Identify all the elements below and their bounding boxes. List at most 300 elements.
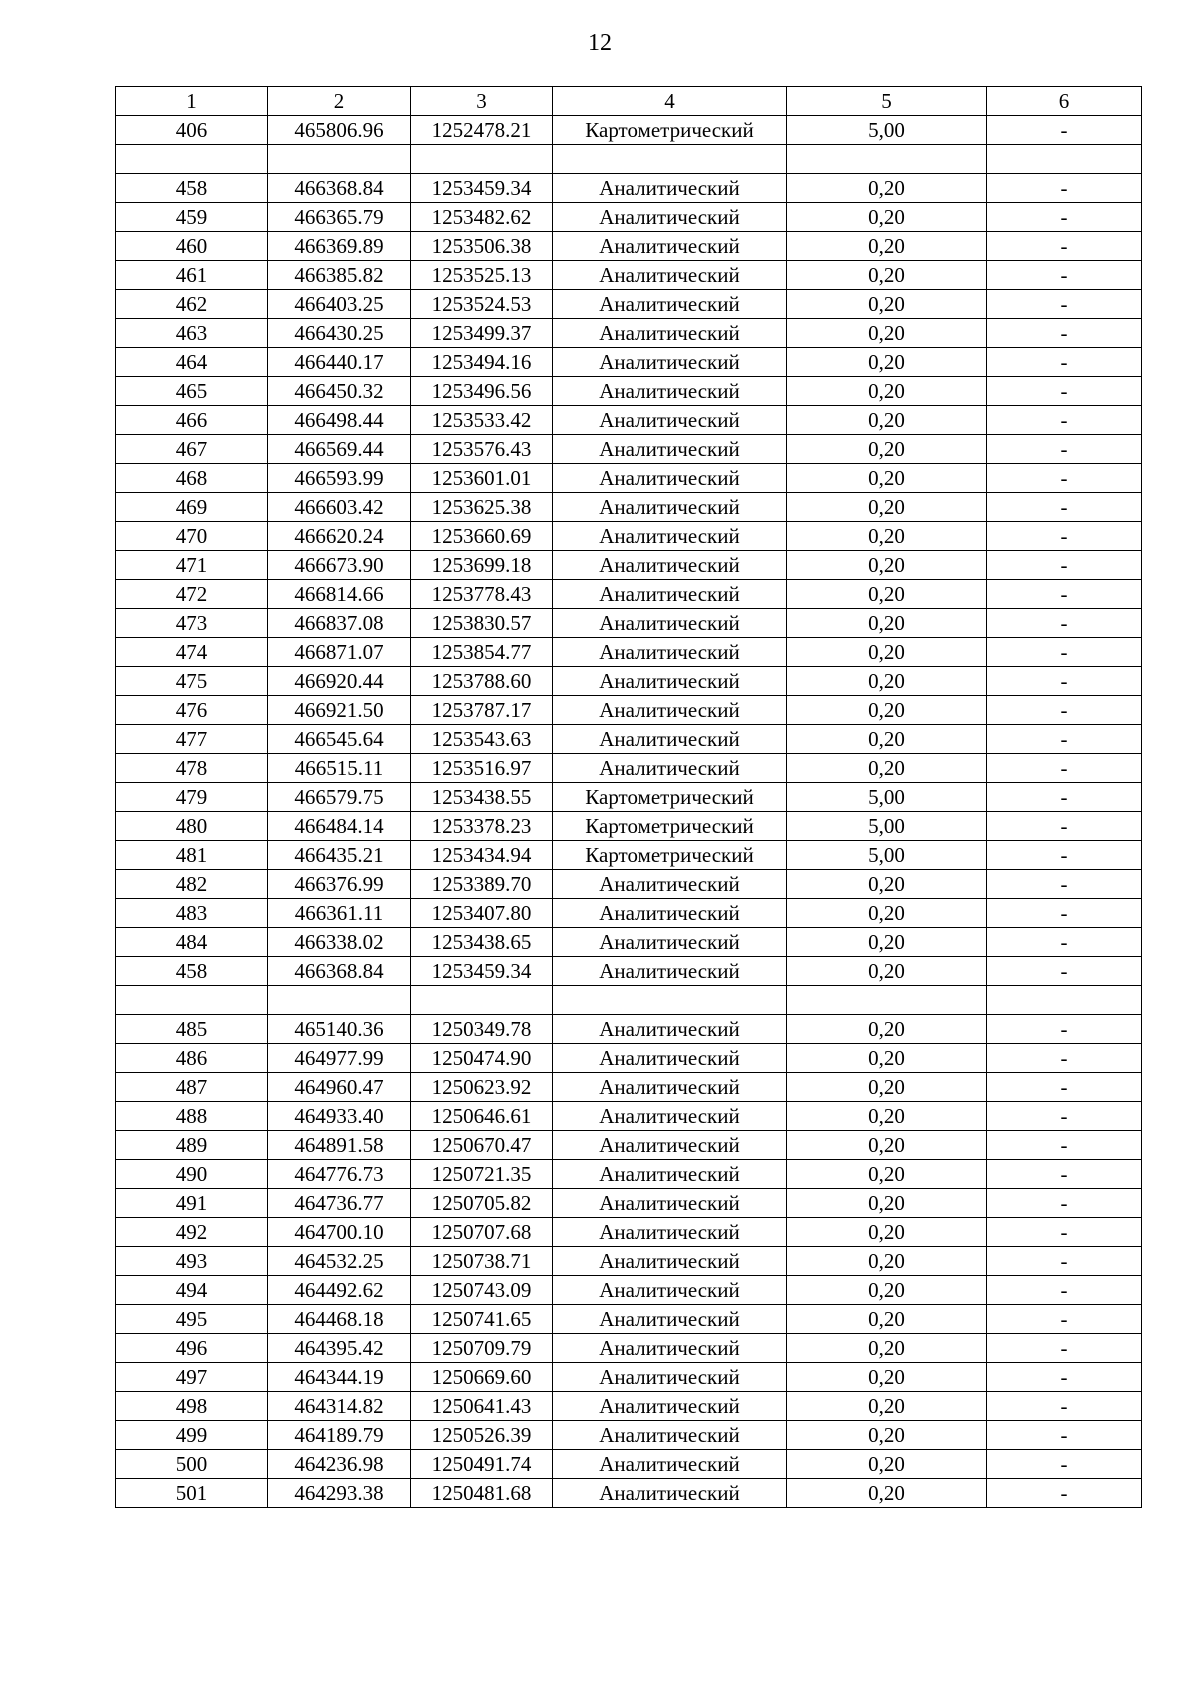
table-cell: 1250481.68 <box>411 1479 553 1508</box>
table-cell: 1250474.90 <box>411 1044 553 1073</box>
table-cell: Аналитический <box>553 377 787 406</box>
table-cell: 1253699.18 <box>411 551 553 580</box>
table-cell: 495 <box>116 1305 268 1334</box>
table-cell: - <box>987 1218 1142 1247</box>
table-cell: 1253438.55 <box>411 783 553 812</box>
table-cell: - <box>987 1189 1142 1218</box>
table-cell: - <box>987 1102 1142 1131</box>
table-cell: 0,20 <box>787 1363 987 1392</box>
table-cell: 466837.08 <box>268 609 411 638</box>
table-cell: - <box>987 638 1142 667</box>
table-cell: 464736.77 <box>268 1189 411 1218</box>
table-cell: - <box>987 435 1142 464</box>
table-cell: 466920.44 <box>268 667 411 696</box>
table-row <box>116 1450 1142 1479</box>
table-cell: 1253533.42 <box>411 406 553 435</box>
table-cell: 464395.42 <box>268 1334 411 1363</box>
table-row <box>116 174 1142 203</box>
table-cell: 494 <box>116 1276 268 1305</box>
table-cell: 458 <box>116 174 268 203</box>
table-cell: 1250738.71 <box>411 1247 553 1276</box>
table-cell: - <box>987 1044 1142 1073</box>
table-cell: Картометрический <box>553 812 787 841</box>
table-cell: - <box>987 1160 1142 1189</box>
table-separator-row <box>116 145 1142 174</box>
header-cell: 6 <box>987 87 1142 116</box>
table-row <box>116 1305 1142 1334</box>
table-cell: 1253543.63 <box>411 725 553 754</box>
table-cell: 0,20 <box>787 638 987 667</box>
table-cell: Аналитический <box>553 1305 787 1334</box>
table-cell: 466361.11 <box>268 899 411 928</box>
table-cell: 1253506.38 <box>411 232 553 261</box>
table-row <box>116 841 1142 870</box>
table-cell: - <box>987 783 1142 812</box>
table-cell: Аналитический <box>553 667 787 696</box>
table-cell: Аналитический <box>553 1218 787 1247</box>
table-cell: 1250623.92 <box>411 1073 553 1102</box>
table-cell: 479 <box>116 783 268 812</box>
table-cell: 0,20 <box>787 1247 987 1276</box>
table-cell: 0,20 <box>787 1218 987 1247</box>
table-cell: 1250349.78 <box>411 1015 553 1044</box>
table-cell: 1253787.17 <box>411 696 553 725</box>
table-header-row <box>116 87 1142 116</box>
table-cell: 0,20 <box>787 1073 987 1102</box>
table-cell: 466365.79 <box>268 203 411 232</box>
table-cell: 0,20 <box>787 928 987 957</box>
table-cell: 464 <box>116 348 268 377</box>
table-cell: - <box>987 754 1142 783</box>
table-cell: Аналитический <box>553 1334 787 1363</box>
table-cell: 464977.99 <box>268 1044 411 1073</box>
table-cell: 0,20 <box>787 1102 987 1131</box>
table-row <box>116 928 1142 957</box>
table-cell: 1253625.38 <box>411 493 553 522</box>
table-cell: 476 <box>116 696 268 725</box>
table-cell: 466403.25 <box>268 290 411 319</box>
table-cell: 464776.73 <box>268 1160 411 1189</box>
header-cell: 3 <box>411 87 553 116</box>
table-cell: Аналитический <box>553 609 787 638</box>
table-cell: - <box>987 957 1142 986</box>
table-cell: 0,20 <box>787 174 987 203</box>
table-row <box>116 551 1142 580</box>
table-cell: 1253378.23 <box>411 812 553 841</box>
table-cell: - <box>987 464 1142 493</box>
table-cell: 1253516.97 <box>411 754 553 783</box>
table-row <box>116 1218 1142 1247</box>
table-cell: Аналитический <box>553 435 787 464</box>
table-cell: 466385.82 <box>268 261 411 290</box>
table-cell: 1253525.13 <box>411 261 553 290</box>
table-cell: 466593.99 <box>268 464 411 493</box>
table-cell: 0,20 <box>787 754 987 783</box>
table-cell: Аналитический <box>553 232 787 261</box>
table-cell <box>987 145 1142 174</box>
table-cell: 483 <box>116 899 268 928</box>
table-cell: 465806.96 <box>268 116 411 145</box>
table-cell: Аналитический <box>553 1044 787 1073</box>
table-cell: 466579.75 <box>268 783 411 812</box>
table-cell: 501 <box>116 1479 268 1508</box>
table-cell: - <box>987 725 1142 754</box>
table-cell: 493 <box>116 1247 268 1276</box>
table-row <box>116 232 1142 261</box>
table-cell: 464314.82 <box>268 1392 411 1421</box>
table-cell: - <box>987 812 1142 841</box>
table-cell: 464468.18 <box>268 1305 411 1334</box>
table-cell: Аналитический <box>553 1160 787 1189</box>
table-cell: 474 <box>116 638 268 667</box>
table-row <box>116 1160 1142 1189</box>
table-cell: 466430.25 <box>268 319 411 348</box>
table-cell: 461 <box>116 261 268 290</box>
table-cell: 0,20 <box>787 1131 987 1160</box>
table-cell: 466369.89 <box>268 232 411 261</box>
table-cell: 486 <box>116 1044 268 1073</box>
table-cell: 466368.84 <box>268 174 411 203</box>
table-row <box>116 203 1142 232</box>
table-cell: 488 <box>116 1102 268 1131</box>
table-cell: 0,20 <box>787 348 987 377</box>
table-cell: 0,20 <box>787 319 987 348</box>
table-cell: 464189.79 <box>268 1421 411 1450</box>
table-cell: Аналитический <box>553 1392 787 1421</box>
header-cell: 2 <box>268 87 411 116</box>
table-cell: 0,20 <box>787 667 987 696</box>
table-cell: 1253496.56 <box>411 377 553 406</box>
table-cell <box>553 986 787 1015</box>
table-cell: Аналитический <box>553 899 787 928</box>
table-cell: 466440.17 <box>268 348 411 377</box>
table-cell: 466435.21 <box>268 841 411 870</box>
table-cell: Аналитический <box>553 725 787 754</box>
table-cell: 5,00 <box>787 116 987 145</box>
table-cell: Аналитический <box>553 1131 787 1160</box>
table-row <box>116 1015 1142 1044</box>
table-cell: - <box>987 928 1142 957</box>
table-cell: 464293.38 <box>268 1479 411 1508</box>
table-row <box>116 290 1142 319</box>
table-cell: 466871.07 <box>268 638 411 667</box>
table-cell: 1253778.43 <box>411 580 553 609</box>
table-cell: 0,20 <box>787 1305 987 1334</box>
table-row <box>116 116 1142 145</box>
table-cell: 0,20 <box>787 870 987 899</box>
table-body <box>116 116 1142 1508</box>
table-row <box>116 696 1142 725</box>
table-cell: - <box>987 174 1142 203</box>
table-cell <box>787 986 987 1015</box>
table-cell: 0,20 <box>787 522 987 551</box>
table-cell: 1253576.43 <box>411 435 553 464</box>
table-cell: 466368.84 <box>268 957 411 986</box>
table-cell: - <box>987 522 1142 551</box>
table-cell: Аналитический <box>553 928 787 957</box>
table-row <box>116 638 1142 667</box>
table-row <box>116 957 1142 986</box>
table-row <box>116 493 1142 522</box>
table-cell: 1250669.60 <box>411 1363 553 1392</box>
table-cell: - <box>987 1392 1142 1421</box>
table-cell: 1253788.60 <box>411 667 553 696</box>
table-cell: 489 <box>116 1131 268 1160</box>
table-cell: Аналитический <box>553 1479 787 1508</box>
table-cell <box>411 986 553 1015</box>
table-cell: 466673.90 <box>268 551 411 580</box>
table-row <box>116 377 1142 406</box>
table-cell: 464492.62 <box>268 1276 411 1305</box>
table-cell: 466450.32 <box>268 377 411 406</box>
table-row <box>116 406 1142 435</box>
table-cell: 460 <box>116 232 268 261</box>
table-row <box>116 1334 1142 1363</box>
table-cell: - <box>987 1247 1142 1276</box>
table-row <box>116 319 1142 348</box>
table-cell: 490 <box>116 1160 268 1189</box>
table-row <box>116 725 1142 754</box>
table-cell: 0,20 <box>787 1479 987 1508</box>
table-cell: 469 <box>116 493 268 522</box>
table-cell: 464700.10 <box>268 1218 411 1247</box>
table-cell: 463 <box>116 319 268 348</box>
table-cell: 465 <box>116 377 268 406</box>
table-row <box>116 464 1142 493</box>
table-cell: Аналитический <box>553 957 787 986</box>
table-cell: - <box>987 1363 1142 1392</box>
table-cell: Аналитический <box>553 464 787 493</box>
table-cell: 1253854.77 <box>411 638 553 667</box>
table-row <box>116 435 1142 464</box>
page-number: 12 <box>588 30 612 56</box>
table-cell: 466376.99 <box>268 870 411 899</box>
table-cell: 0,20 <box>787 609 987 638</box>
table-cell: 0,20 <box>787 580 987 609</box>
table-cell: - <box>987 203 1142 232</box>
table-cell: 0,20 <box>787 290 987 319</box>
table-cell: 406 <box>116 116 268 145</box>
table-cell: 484 <box>116 928 268 957</box>
table-cell: Картометрический <box>553 783 787 812</box>
table-cell <box>268 145 411 174</box>
table-cell <box>268 986 411 1015</box>
table-cell: Аналитический <box>553 493 787 522</box>
table-cell <box>553 145 787 174</box>
table-cell: - <box>987 899 1142 928</box>
table-cell: 498 <box>116 1392 268 1421</box>
table-row <box>116 1276 1142 1305</box>
table-cell: - <box>987 1450 1142 1479</box>
table-cell: 468 <box>116 464 268 493</box>
table-row <box>116 609 1142 638</box>
table-cell: 1250709.79 <box>411 1334 553 1363</box>
table-cell: Аналитический <box>553 203 787 232</box>
table-cell: 0,20 <box>787 1421 987 1450</box>
table-row <box>116 1073 1142 1102</box>
table-cell: 466484.14 <box>268 812 411 841</box>
table-cell: 491 <box>116 1189 268 1218</box>
table-cell: 1253494.16 <box>411 348 553 377</box>
table-row <box>116 783 1142 812</box>
table-row <box>116 348 1142 377</box>
table-cell: 1253660.69 <box>411 522 553 551</box>
table-cell: 0,20 <box>787 261 987 290</box>
header-cell: 5 <box>787 87 987 116</box>
table-row <box>116 1189 1142 1218</box>
table-cell: 466814.66 <box>268 580 411 609</box>
table-cell: 464236.98 <box>268 1450 411 1479</box>
table-cell: 0,20 <box>787 551 987 580</box>
table-cell: 496 <box>116 1334 268 1363</box>
table-cell: 478 <box>116 754 268 783</box>
table-cell: 1250707.68 <box>411 1218 553 1247</box>
table-row <box>116 1102 1142 1131</box>
table-cell: Аналитический <box>553 1247 787 1276</box>
table-cell: Аналитический <box>553 1189 787 1218</box>
table-row <box>116 1044 1142 1073</box>
table-cell: Аналитический <box>553 319 787 348</box>
table-row <box>116 580 1142 609</box>
table-cell: 466545.64 <box>268 725 411 754</box>
table-cell: 464344.19 <box>268 1363 411 1392</box>
table-cell: Картометрический <box>553 841 787 870</box>
table-cell: 1253524.53 <box>411 290 553 319</box>
table-cell: 0,20 <box>787 406 987 435</box>
table-cell: 472 <box>116 580 268 609</box>
table-cell: 459 <box>116 203 268 232</box>
table-cell: 0,20 <box>787 203 987 232</box>
table-cell: 458 <box>116 957 268 986</box>
table-cell: Аналитический <box>553 1102 787 1131</box>
table-row <box>116 754 1142 783</box>
table-cell: 466921.50 <box>268 696 411 725</box>
table-cell: - <box>987 261 1142 290</box>
table-cell: Аналитический <box>553 174 787 203</box>
table-cell: 0,20 <box>787 464 987 493</box>
table-cell: 466515.11 <box>268 754 411 783</box>
table-cell: 0,20 <box>787 1392 987 1421</box>
table-cell: Аналитический <box>553 290 787 319</box>
table-cell: Аналитический <box>553 1421 787 1450</box>
table-cell: - <box>987 551 1142 580</box>
table-cell: 477 <box>116 725 268 754</box>
table-cell: 1253389.70 <box>411 870 553 899</box>
table-cell: Аналитический <box>553 551 787 580</box>
table-cell: 0,20 <box>787 1044 987 1073</box>
table-cell: 487 <box>116 1073 268 1102</box>
table-cell: 5,00 <box>787 841 987 870</box>
table-cell <box>411 145 553 174</box>
header-cell: 4 <box>553 87 787 116</box>
table-cell: 1250670.47 <box>411 1131 553 1160</box>
table-cell: 500 <box>116 1450 268 1479</box>
table-cell: 0,20 <box>787 377 987 406</box>
table-cell: 5,00 <box>787 812 987 841</box>
table-cell: 1253438.65 <box>411 928 553 957</box>
table-row <box>116 899 1142 928</box>
table-cell: 1250526.39 <box>411 1421 553 1450</box>
table-cell: 0,20 <box>787 1160 987 1189</box>
table-cell: 1250491.74 <box>411 1450 553 1479</box>
table-cell: Аналитический <box>553 1073 787 1102</box>
table-cell: - <box>987 319 1142 348</box>
table-cell: - <box>987 841 1142 870</box>
table-cell: - <box>987 1479 1142 1508</box>
table-cell: Аналитический <box>553 522 787 551</box>
table-cell: 0,20 <box>787 696 987 725</box>
table-cell: 481 <box>116 841 268 870</box>
table-cell: Картометрический <box>553 116 787 145</box>
table-cell: 464891.58 <box>268 1131 411 1160</box>
table-cell: - <box>987 870 1142 899</box>
table-cell: 464933.40 <box>268 1102 411 1131</box>
table-row <box>116 667 1142 696</box>
table-row <box>116 1363 1142 1392</box>
table-cell: 465140.36 <box>268 1015 411 1044</box>
table-cell: - <box>987 290 1142 319</box>
table-cell: 0,20 <box>787 493 987 522</box>
table-cell: - <box>987 493 1142 522</box>
table-cell <box>787 145 987 174</box>
table-row <box>116 1247 1142 1276</box>
table-cell: 1250646.61 <box>411 1102 553 1131</box>
table-row <box>116 522 1142 551</box>
table-cell: 1253434.94 <box>411 841 553 870</box>
table-cell: 1253459.34 <box>411 174 553 203</box>
table-cell: 1253482.62 <box>411 203 553 232</box>
table-cell: 480 <box>116 812 268 841</box>
table-row <box>116 812 1142 841</box>
table-cell: Аналитический <box>553 348 787 377</box>
table-cell: Аналитический <box>553 1276 787 1305</box>
header-cell: 1 <box>116 87 268 116</box>
table-cell <box>987 986 1142 1015</box>
table-cell: Аналитический <box>553 1015 787 1044</box>
table-cell: - <box>987 667 1142 696</box>
table-cell: 466569.44 <box>268 435 411 464</box>
table-cell: 5,00 <box>787 783 987 812</box>
coordinates-table <box>115 86 1142 1508</box>
table-cell: 467 <box>116 435 268 464</box>
table-cell: - <box>987 116 1142 145</box>
table-cell: 0,20 <box>787 899 987 928</box>
table-cell: - <box>987 696 1142 725</box>
table-cell: 485 <box>116 1015 268 1044</box>
table-row <box>116 1421 1142 1450</box>
table-cell: 462 <box>116 290 268 319</box>
table-cell: - <box>987 609 1142 638</box>
table-cell <box>116 145 268 174</box>
table-cell: - <box>987 1334 1142 1363</box>
table-cell: 1250705.82 <box>411 1189 553 1218</box>
table-cell: 473 <box>116 609 268 638</box>
table-cell: 466338.02 <box>268 928 411 957</box>
table-cell: 1253830.57 <box>411 609 553 638</box>
table-cell: 492 <box>116 1218 268 1247</box>
table-cell: Аналитический <box>553 1450 787 1479</box>
table-cell: 0,20 <box>787 1015 987 1044</box>
table-cell: 1253499.37 <box>411 319 553 348</box>
table-cell: - <box>987 1421 1142 1450</box>
table-cell: - <box>987 1073 1142 1102</box>
table-cell: 482 <box>116 870 268 899</box>
table-row <box>116 1479 1142 1508</box>
table-cell: 466498.44 <box>268 406 411 435</box>
table-cell: - <box>987 232 1142 261</box>
table-cell: Аналитический <box>553 696 787 725</box>
table-cell: - <box>987 377 1142 406</box>
